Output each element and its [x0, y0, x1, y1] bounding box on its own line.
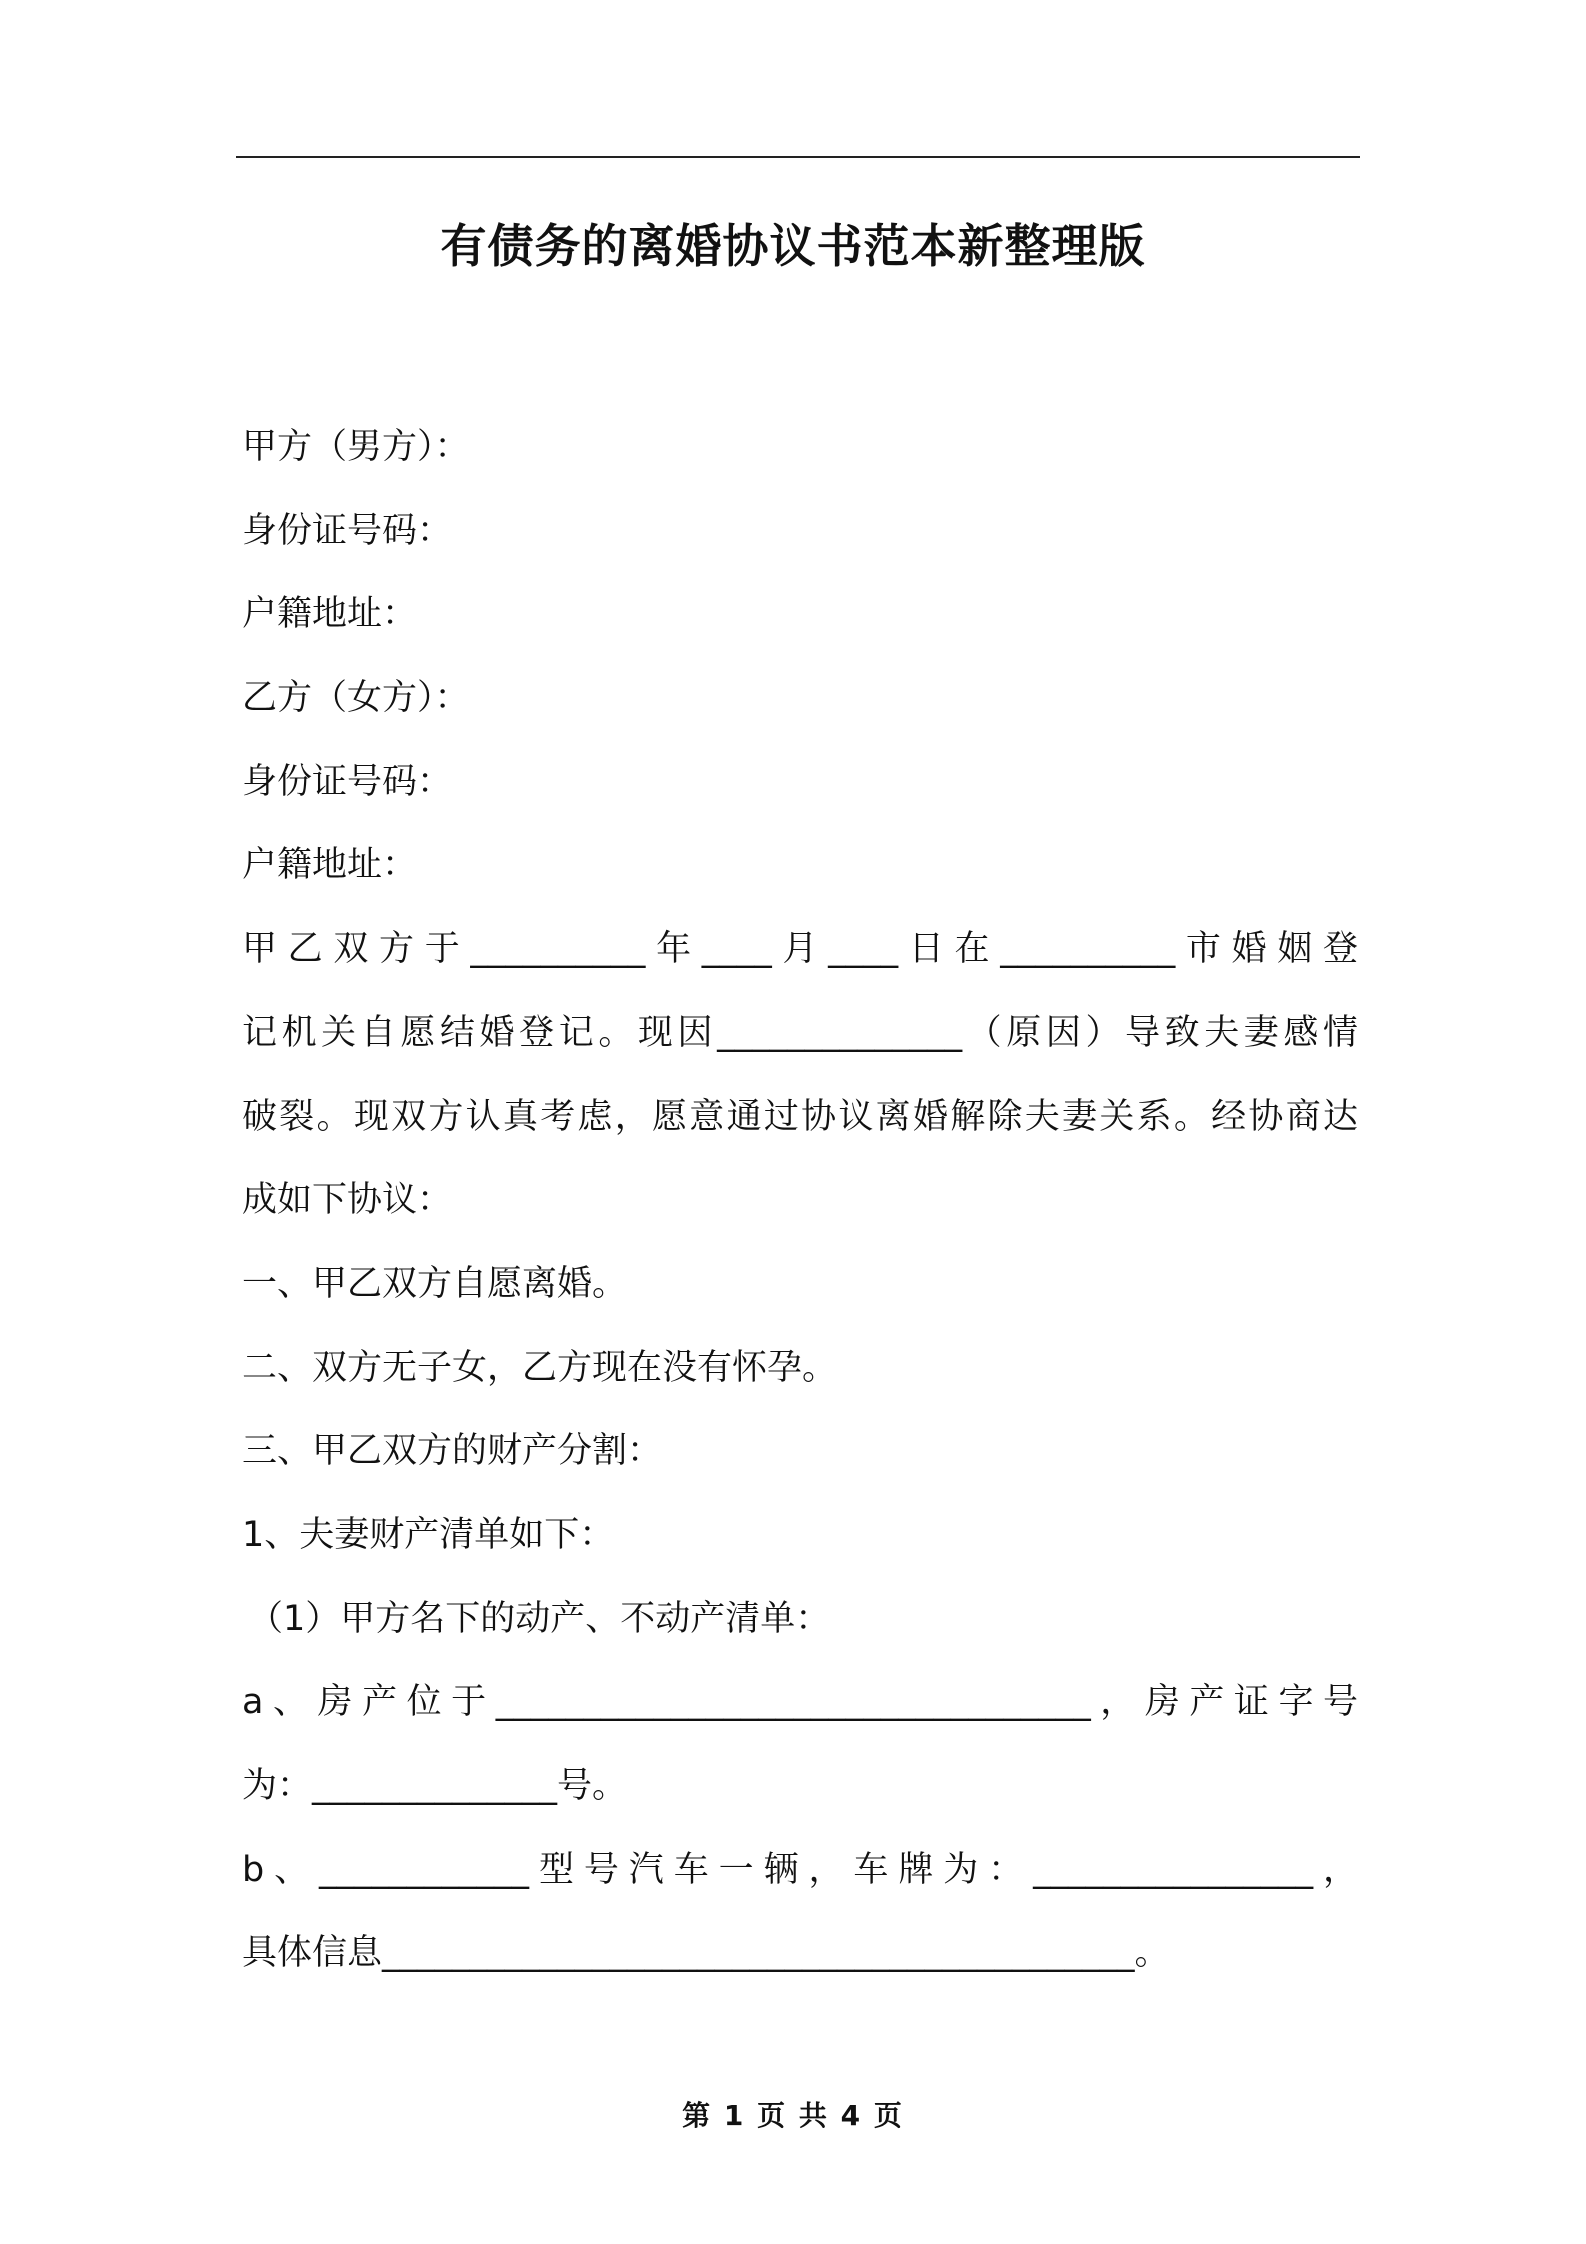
- sub-clause-1-1: （1）甲方名下的动产、不动产清单：: [248, 1598, 831, 1639]
- clause-1: 一、甲乙双方自愿离婚。: [242, 1263, 628, 1304]
- party-a-id-label: 身份证号码：: [242, 510, 453, 551]
- item-a-line: 为：______________号。: [242, 1766, 628, 1806]
- item-b-line: 具体信息___________________________________________。: [242, 1933, 1170, 1974]
- item-b-line: b、____________型号汽车一辆，车牌为：________________，: [242, 1849, 1358, 1890]
- party-b-label: 乙方（女方）：: [242, 678, 470, 719]
- item-a-line: a、房产位于__________________________________，房产证字号: [242, 1682, 1358, 1723]
- sub-clause-1: 1、夫妻财产清单如下：: [242, 1514, 615, 1555]
- paragraph-line: 甲乙双方于__________年____月____日在__________市婚姻登: [242, 929, 1358, 970]
- party-a-label: 甲方（男方）：: [242, 427, 470, 467]
- paragraph-line: 记机关自愿结婚登记。现因______________（原因）导致夫妻感情: [242, 1012, 1358, 1053]
- clause-2: 二、双方无子女，乙方现在没有怀孕。: [242, 1347, 838, 1388]
- party-a-address-label: 户籍地址：: [242, 594, 418, 635]
- header-rule: [236, 156, 1360, 158]
- party-b-address-label: 户籍地址：: [242, 845, 418, 886]
- document-title: 有债务的离婚协议书范本新整理版: [440, 219, 1146, 273]
- page-number: 第 1 页 共 4 页: [682, 2099, 904, 2132]
- paragraph-line: 破裂。现双方认真考虑，愿意通过协议离婚解除夫妻关系。经协商达: [242, 1096, 1358, 1137]
- party-b-id-label: 身份证号码：: [242, 761, 453, 802]
- paragraph-line: 成如下协议：: [242, 1180, 453, 1221]
- clause-3: 三、甲乙双方的财产分割：: [242, 1431, 663, 1472]
- document-body: [242, 406, 1358, 1996]
